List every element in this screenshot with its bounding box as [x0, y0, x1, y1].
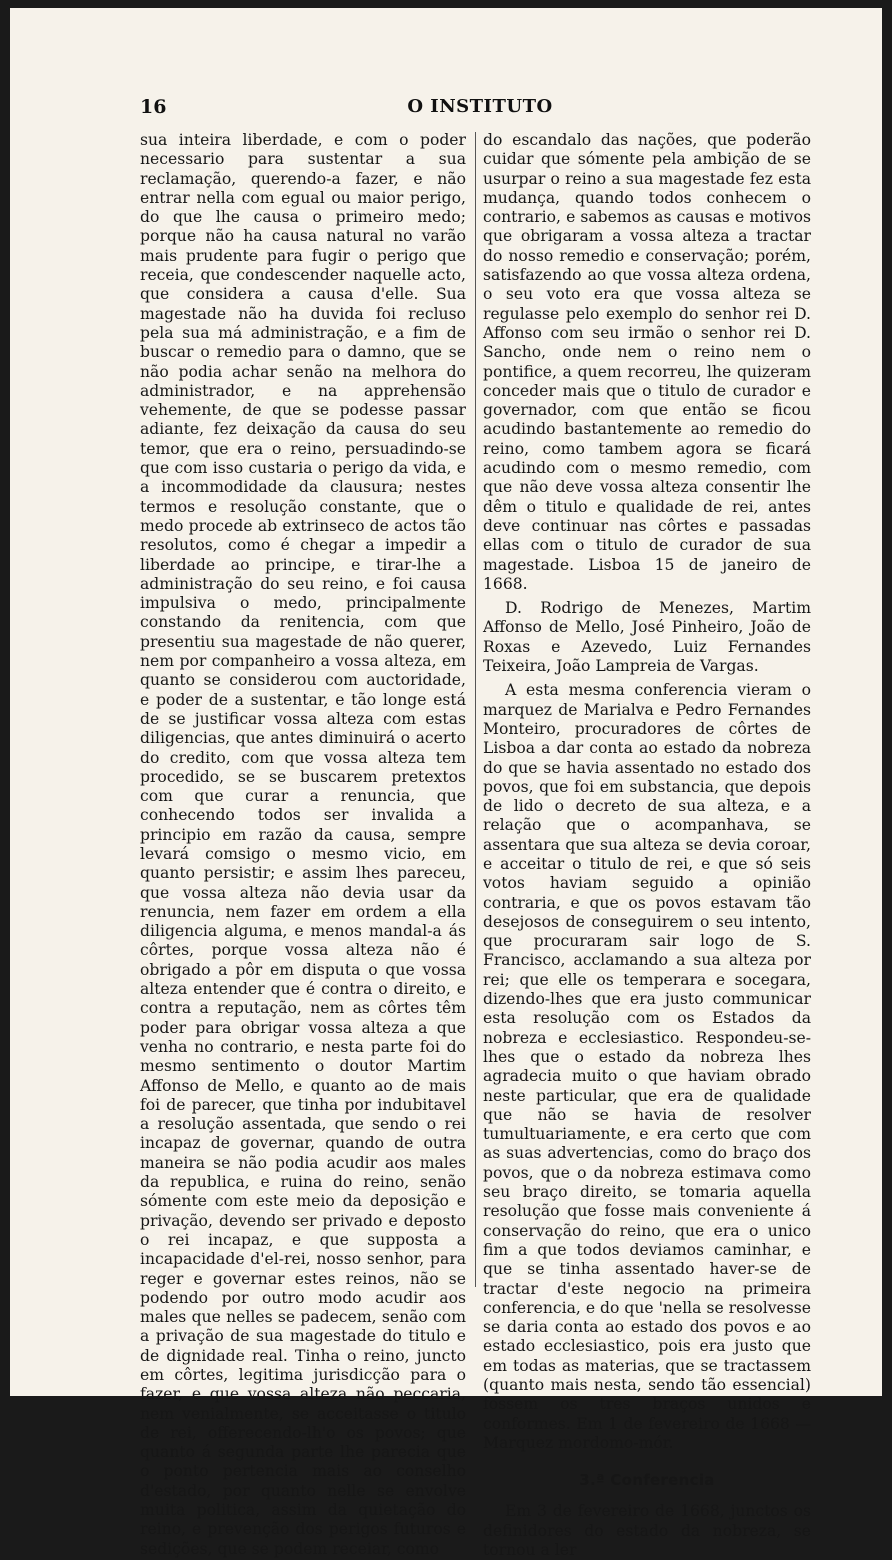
left-paragraph-1: sua inteira liberdade, e com o poder necessario para sustentar a sua reclamação, querendo-a fazer, e não entrar nella com egual ou maior perigo, do que lhe causa o primeiro medo; porque não ha causa natural no varão mais prudente para fugir o perigo que receia, que condescender naquelle acto, que considera a causa d'elle. Sua magestade não ha duvida foi recluso pela sua má administração, e a fim de buscar o remedio para o damno, que se não podia achar senão na melhora do administrador, e na apprehensão vehemente, de que se podesse passar adiante, fez deixação da causa do seu temor, que era o reino, persuadindo-se que com isso custaria o perigo da vida, e a incommodidade da clausura; nestes termos e resolução constante, que o medo procede ab extrinseco de actos tão resolutos, como é chegar a impedir a liberdade ao principe, e tirar-lhe a administração do seu reino, e foi causa impulsiva o medo, principalmente constando da renitencia, com que presentiu sua magestade de não querer, nem por companheiro a vossa alteza, em quanto se considerou com auctoridade, e poder de a sustentar, e tão longe está de se justificar vossa alteza com estas diligencias, que antes diminuirá o acerto do credito, com que vossa alteza tem procedido, se se buscarem pretextos com que curar a renuncia, que conhecendo todos ser invalida a principio em razão da causa, sempre levará comsigo o mesmo vicio, em quanto persistir; e assim lhes pareceu, que vossa alteza não devia usar da renuncia, nem fazer em ordem a ella diligencia alguma, e menos mandal-a ás côrtes, porque vossa alteza não é obrigado a pôr em disputa o que vossa alteza entender que é contra o direito, e contra a reputação, nem as côrtes têm poder para obrigar vossa alteza a que venha no contrario, e nesta parte foi do mesmo sentimento o doutor Martim Affonso de Mello, e quanto ao de mais foi de parecer, que tinha por indubitavel a resolução assentada, que sendo o rei incapaz de governar, quando de outra maneira se não podia acudir aos males da republica, e ruina do reino, senão sómente com este meio da deposição e privação, devendo ser privado e deposto o rei incapaz, e que supposta a incapacidade d'el-rei, nosso senhor, para reger e governar estes reinos, não se podendo por outro modo acudir aos males que nelles se padecem, senão com a privação de sua magestade do titulo e de dignidade real. Tinha o reino, juncto em côrtes, legitima jurisdicção para o fazer, e que vossa alteza não peccaria, nem venialmente, se acceitasse o titulo de rei, offerecendo-lh'o os povos; que quanto á segunda parte lhe parecia que o ponto pertencia mais ao conselho d'estado, por quanto nelle se envolve muita politica, assim da quietação do reino, e prevenção dos perigos futuros e sedições, que se podem receiar, como — [140, 131, 466, 1558]
section-heading: 3.ª Conferencia — [579, 1471, 715, 1490]
left-column — [140, 131, 466, 1559]
right-paragraph-signatories: D. Rodrigo de Menezes, Martim Affonso de Mello, José Pinheiro, João de Roxas e Azevedo, Luiz Fernandes Teixeira, João Lampreia de Vargas. — [483, 599, 811, 676]
right-paragraph-4: Em 3 de fevereiro de 1668, junctos os definidores do estado da nobreza, se tornou a ler — [483, 1502, 811, 1560]
right-column — [483, 131, 811, 1560]
right-paragraph-1: do escandalo das nações, que poderão cuidar que sómente pela ambição de se usurpar o reino a sua magestade fez esta mudança, quando todos conhecem o contrario, e sabemos as causas e motivos que obrigaram a vossa alteza a tractar do nosso remedio e conservação; porém, satisfazendo ao que vossa alteza ordena, o seu voto era que vossa alteza se regulasse pelo exemplo do senhor rei D. Affonso com seu irmão o senhor rei D. Sancho, onde nem o reino nem o pontifice, a quem recorreu, lhe quizeram conceder mais que o titulo de curador e governador, com que então se ficou acudindo bastantemente ao remedio do reino, como tambem agora se ficará acudindo com o mesmo remedio, com que não deve vossa alteza consentir lhe dêm o titulo e qualidade de rei, antes deve continuar nas côrtes e passadas ellas com o titulo de curador de sua magestade. Lisboa 15 de janeiro de 1668. — [483, 131, 811, 593]
page-header — [140, 96, 820, 118]
column-divider — [475, 132, 476, 1287]
right-paragraph-3: A esta mesma conferencia vieram o marquez de Marialva e Pedro Fernandes Monteiro, procuradores de côrtes de Lisboa a dar conta ao estado da nobreza do que se havia assentado no estado dos povos, que foi em substancia, que depois de lido o decreto de sua alteza, e a relação que o acompanhava, se assentara que sua alteza se devia coroar, e acceitar o titulo de rei, e que só seis votos haviam seguido a opinião contraria, e que os povos estavam tão desejosos de conseguirem o seu intento, que procuraram sair logo de S. Francisco, acclamando a sua alteza por rei; que elle os temperara e socegara, dizendo-lhes que era justo communicar esta resolução com os Estados da nobreza e ecclesiastico. Respondeu-se-lhes que o estado da nobreza lhes agradecia muito o que haviam obrado neste particular, que era de qualidade que não se havia de resolver tumultuariamente, e era certo que com as suas advertencias, como do braço dos povos, que o da nobreza estimava como seu braço direito, se tomaria aquella resolução que fosse mais conveniente á conservação do reino, que era o unico fim a que todos deviamos caminhar, e que se tinha assentado haver-se de tractar d'este negocio na primeira conferencia, e do que 'nella se resolvesse se daria conta ao estado dos povos e ao estado ecclesiastico, pois era justo que em todas as materias, que se tractassem (quanto mais nesta, sendo tão essencial) fossem os tres braços unidos e conformes. Em 1 de fevereiro de 1668 — Marquez mordomo-mór. — [483, 681, 811, 1452]
document-page — [10, 8, 882, 1560]
page-number: 16 — [140, 96, 167, 118]
running-title: O INSTITUTO — [407, 96, 553, 117]
